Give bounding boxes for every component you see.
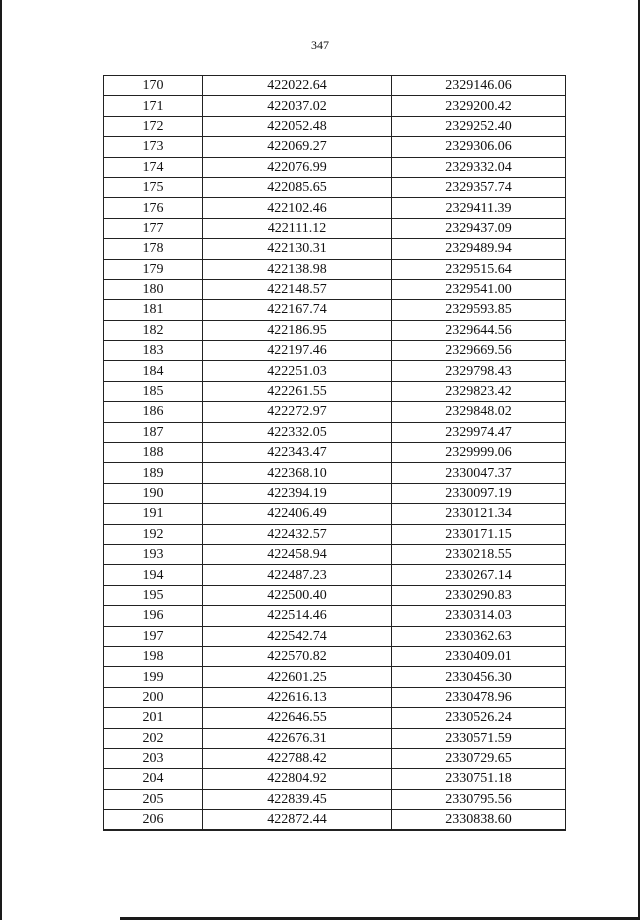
point-number-cell: 189: [104, 463, 203, 483]
y-coordinate-cell: 2329974.47: [392, 422, 566, 442]
table-row: [104, 381, 566, 401]
y-coordinate-cell: 2330218.55: [392, 544, 566, 564]
x-coordinate-cell: 422197.46: [203, 341, 392, 361]
point-number-cell: 180: [104, 279, 203, 299]
x-coordinate-cell: 422788.42: [203, 748, 392, 768]
point-number-cell: 181: [104, 300, 203, 320]
point-number-cell: 183: [104, 341, 203, 361]
x-coordinate-cell: 422804.92: [203, 769, 392, 789]
x-coordinate-cell: 422272.97: [203, 402, 392, 422]
point-number-cell: 176: [104, 198, 203, 218]
table-row: [104, 667, 566, 687]
x-coordinate-cell: 422085.65: [203, 177, 392, 197]
x-coordinate-cell: 422261.55: [203, 381, 392, 401]
y-coordinate-cell: 2330456.30: [392, 667, 566, 687]
y-coordinate-cell: 2330526.24: [392, 708, 566, 728]
y-coordinate-cell: 2329306.06: [392, 137, 566, 157]
y-coordinate-cell: 2329437.09: [392, 218, 566, 238]
y-coordinate-cell: 2329200.42: [392, 96, 566, 116]
x-coordinate-cell: 422343.47: [203, 443, 392, 463]
table-row: [104, 524, 566, 544]
y-coordinate-cell: 2329593.85: [392, 300, 566, 320]
table-row: [104, 239, 566, 259]
point-number-cell: 201: [104, 708, 203, 728]
x-coordinate-cell: 422487.23: [203, 565, 392, 585]
x-coordinate-cell: 422138.98: [203, 259, 392, 279]
y-coordinate-cell: 2330267.14: [392, 565, 566, 585]
y-coordinate-cell: 2329146.06: [392, 76, 566, 96]
y-coordinate-cell: 2329411.39: [392, 198, 566, 218]
point-number-cell: 187: [104, 422, 203, 442]
point-number-cell: 194: [104, 565, 203, 585]
table-row: [104, 300, 566, 320]
table-row: [104, 137, 566, 157]
point-number-cell: 204: [104, 769, 203, 789]
y-coordinate-cell: 2329515.64: [392, 259, 566, 279]
x-coordinate-cell: 422102.46: [203, 198, 392, 218]
table-row: [104, 728, 566, 748]
y-coordinate-cell: 2330478.96: [392, 687, 566, 707]
y-coordinate-cell: 2329541.00: [392, 279, 566, 299]
y-coordinate-cell: 2330047.37: [392, 463, 566, 483]
y-coordinate-cell: 2330097.19: [392, 483, 566, 503]
table-row: [104, 198, 566, 218]
x-coordinate-cell: 422037.02: [203, 96, 392, 116]
y-coordinate-cell: 2330795.56: [392, 789, 566, 809]
table-row: [104, 76, 566, 96]
point-number-cell: 202: [104, 728, 203, 748]
point-number-cell: 203: [104, 748, 203, 768]
y-coordinate-cell: 2330838.60: [392, 810, 566, 831]
table-row: [104, 810, 566, 831]
x-coordinate-cell: 422167.74: [203, 300, 392, 320]
point-number-cell: 173: [104, 137, 203, 157]
y-coordinate-cell: 2329357.74: [392, 177, 566, 197]
table-row: [104, 259, 566, 279]
coordinates-table: [103, 75, 566, 831]
y-coordinate-cell: 2330290.83: [392, 585, 566, 605]
x-coordinate-cell: 422406.49: [203, 504, 392, 524]
y-coordinate-cell: 2330409.01: [392, 646, 566, 666]
x-coordinate-cell: 422646.55: [203, 708, 392, 728]
table-row: [104, 687, 566, 707]
y-coordinate-cell: 2330729.65: [392, 748, 566, 768]
x-coordinate-cell: 422111.12: [203, 218, 392, 238]
table-row: [104, 463, 566, 483]
table-row: [104, 789, 566, 809]
table-row: [104, 769, 566, 789]
table-row: [104, 279, 566, 299]
x-coordinate-cell: 422514.46: [203, 606, 392, 626]
table-row: [104, 606, 566, 626]
y-coordinate-cell: 2329848.02: [392, 402, 566, 422]
y-coordinate-cell: 2330314.03: [392, 606, 566, 626]
x-coordinate-cell: 422069.27: [203, 137, 392, 157]
point-number-cell: 175: [104, 177, 203, 197]
table-row: [104, 748, 566, 768]
x-coordinate-cell: 422076.99: [203, 157, 392, 177]
x-coordinate-cell: 422676.31: [203, 728, 392, 748]
x-coordinate-cell: 422458.94: [203, 544, 392, 564]
x-coordinate-cell: 422601.25: [203, 667, 392, 687]
table-row: [104, 218, 566, 238]
table-row: [104, 341, 566, 361]
point-number-cell: 200: [104, 687, 203, 707]
point-number-cell: 182: [104, 320, 203, 340]
table-row: [104, 626, 566, 646]
point-number-cell: 177: [104, 218, 203, 238]
table-row: [104, 422, 566, 442]
point-number-cell: 199: [104, 667, 203, 687]
point-number-cell: 178: [104, 239, 203, 259]
point-number-cell: 174: [104, 157, 203, 177]
table-row: [104, 483, 566, 503]
table-row: [104, 443, 566, 463]
y-coordinate-cell: 2329252.40: [392, 116, 566, 136]
y-coordinate-cell: 2330751.18: [392, 769, 566, 789]
x-coordinate-cell: 422130.31: [203, 239, 392, 259]
x-coordinate-cell: 422148.57: [203, 279, 392, 299]
point-number-cell: 193: [104, 544, 203, 564]
y-coordinate-cell: 2330571.59: [392, 728, 566, 748]
table-row: [104, 96, 566, 116]
y-coordinate-cell: 2329999.06: [392, 443, 566, 463]
x-coordinate-cell: 422839.45: [203, 789, 392, 809]
point-number-cell: 172: [104, 116, 203, 136]
y-coordinate-cell: 2329823.42: [392, 381, 566, 401]
y-coordinate-cell: 2330171.15: [392, 524, 566, 544]
x-coordinate-cell: 422542.74: [203, 626, 392, 646]
y-coordinate-cell: 2330362.63: [392, 626, 566, 646]
table-row: [104, 504, 566, 524]
x-coordinate-cell: 422616.13: [203, 687, 392, 707]
x-coordinate-cell: 422022.64: [203, 76, 392, 96]
x-coordinate-cell: 422052.48: [203, 116, 392, 136]
point-number-cell: 186: [104, 402, 203, 422]
y-coordinate-cell: 2329798.43: [392, 361, 566, 381]
point-number-cell: 171: [104, 96, 203, 116]
point-number-cell: 185: [104, 381, 203, 401]
table-row: [104, 585, 566, 605]
x-coordinate-cell: 422394.19: [203, 483, 392, 503]
point-number-cell: 206: [104, 810, 203, 831]
point-number-cell: 190: [104, 483, 203, 503]
point-number-cell: 192: [104, 524, 203, 544]
point-number-cell: 196: [104, 606, 203, 626]
x-coordinate-cell: 422872.44: [203, 810, 392, 831]
point-number-cell: 170: [104, 76, 203, 96]
table-row: [104, 402, 566, 422]
y-coordinate-cell: 2329669.56: [392, 341, 566, 361]
page-number: 347: [311, 38, 329, 52]
y-coordinate-cell: 2329332.04: [392, 157, 566, 177]
x-coordinate-cell: 422570.82: [203, 646, 392, 666]
point-number-cell: 195: [104, 585, 203, 605]
x-coordinate-cell: 422186.95: [203, 320, 392, 340]
table-row: [104, 116, 566, 136]
coordinates-table-body: [104, 76, 566, 831]
scan-border-left: [0, 0, 2, 920]
point-number-cell: 198: [104, 646, 203, 666]
y-coordinate-cell: 2329644.56: [392, 320, 566, 340]
table-row: [104, 544, 566, 564]
point-number-cell: 184: [104, 361, 203, 381]
table-row: [104, 320, 566, 340]
point-number-cell: 197: [104, 626, 203, 646]
table-row: [104, 565, 566, 585]
y-coordinate-cell: 2330121.34: [392, 504, 566, 524]
point-number-cell: 188: [104, 443, 203, 463]
point-number-cell: 179: [104, 259, 203, 279]
table-row: [104, 646, 566, 666]
table-row: [104, 361, 566, 381]
point-number-cell: 191: [104, 504, 203, 524]
table-row: [104, 177, 566, 197]
y-coordinate-cell: 2329489.94: [392, 239, 566, 259]
x-coordinate-cell: 422251.03: [203, 361, 392, 381]
point-number-cell: 205: [104, 789, 203, 809]
x-coordinate-cell: 422368.10: [203, 463, 392, 483]
table-row: [104, 708, 566, 728]
x-coordinate-cell: 422432.57: [203, 524, 392, 544]
table-row: [104, 157, 566, 177]
x-coordinate-cell: 422332.05: [203, 422, 392, 442]
x-coordinate-cell: 422500.40: [203, 585, 392, 605]
